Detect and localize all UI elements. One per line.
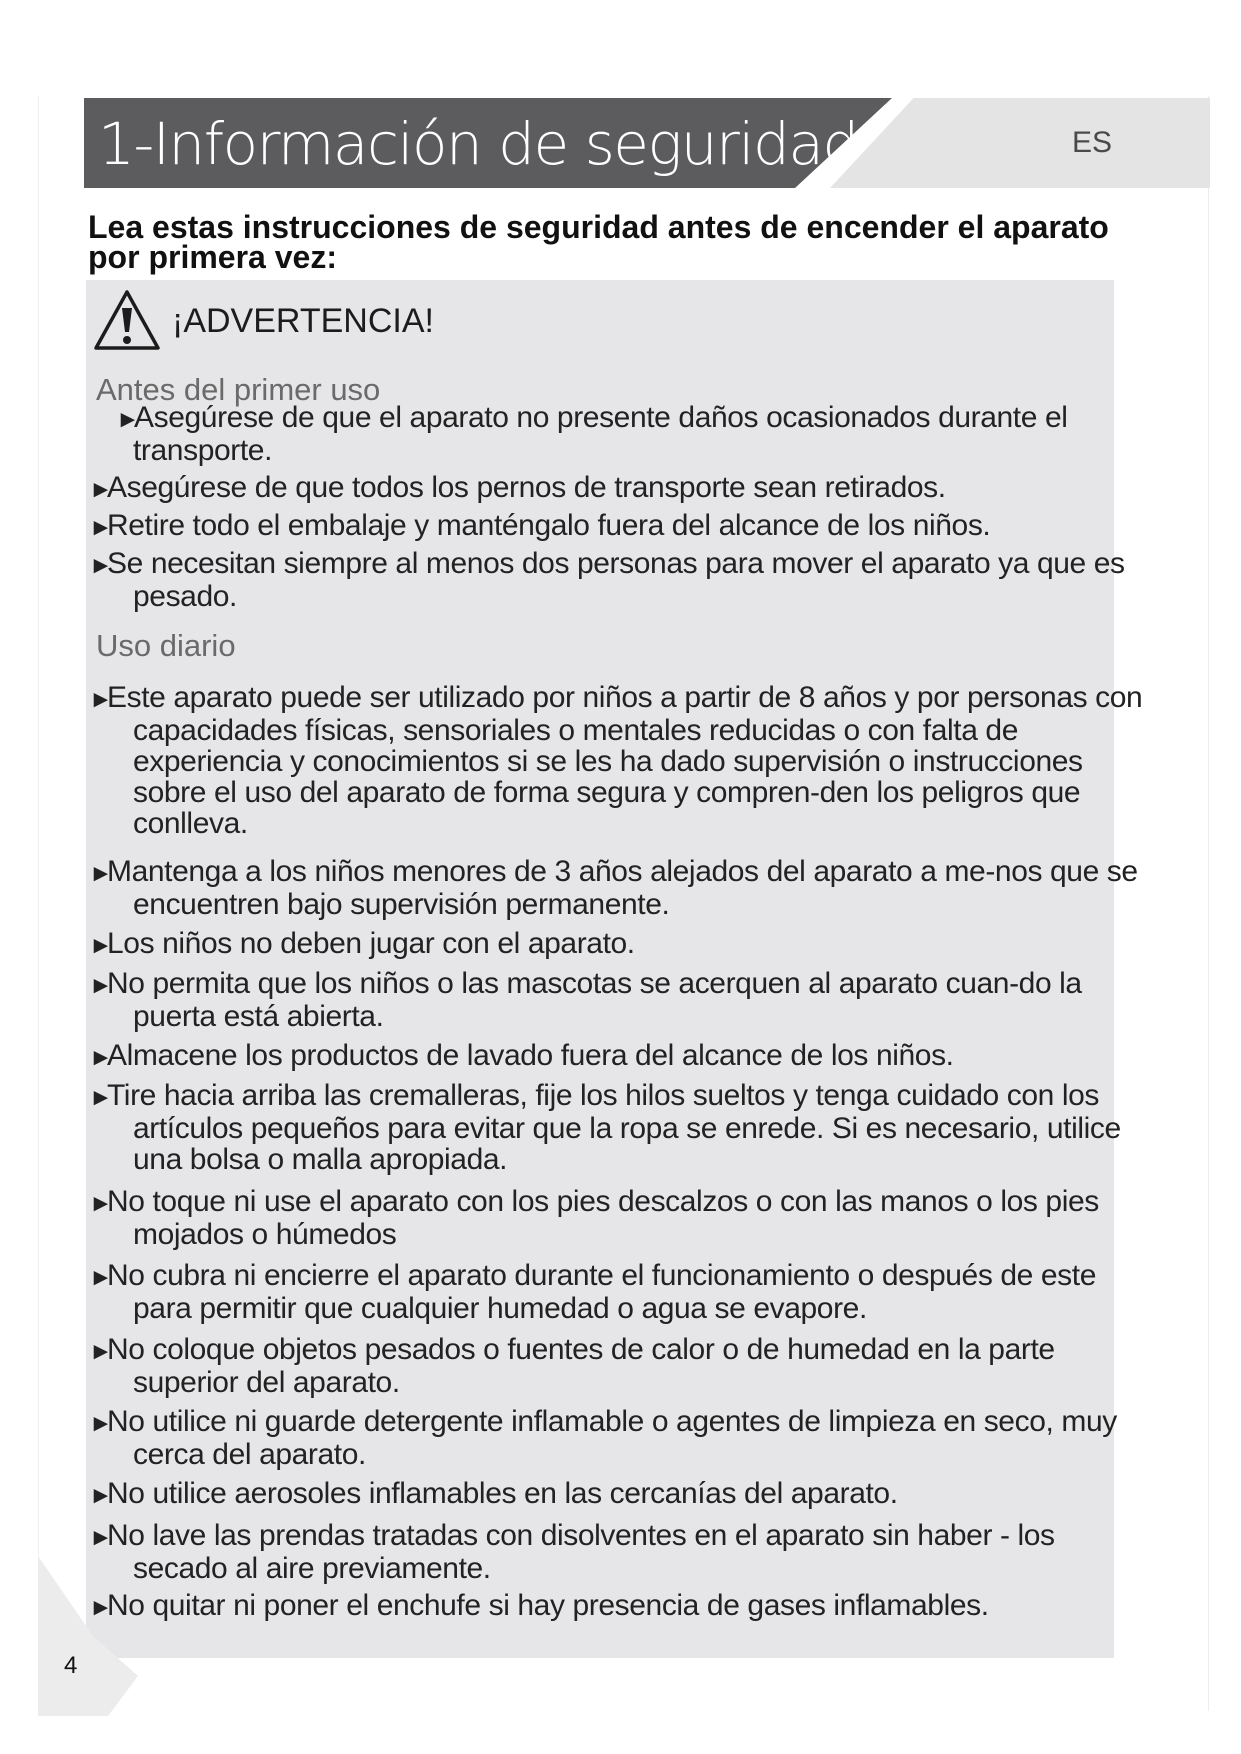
list-item: ►Asegúrese de que todos los pernos de transporte sean retirados.: [89, 471, 946, 504]
list-item: ►No lave las prendas tratadas con disolventes en el aparato sin haber - los secado al aire previamente.: [89, 1519, 1055, 1585]
list-item: ►Los niños no deben jugar con el aparato.: [89, 927, 635, 960]
list-item: ►Mantenga a los niños menores de 3 años alejados del aparato a me-nos que se encuentren bajo supervisión permanente.: [89, 855, 1138, 921]
page-frame-left: [38, 96, 39, 1711]
language-code: ES: [1072, 126, 1113, 159]
list-item: ►Asegúrese de que el aparato no presente daños ocasionados durante el transporte.: [116, 401, 1068, 467]
list-item: ►No utilice ni guarde detergente inflamable o agentes de limpieza en seco, muy cerca del aparato.: [89, 1405, 1117, 1471]
warning-triangle-icon: [92, 288, 162, 352]
list-item: ►Retire todo el embalaje y manténgalo fuera del alcance de los niños.: [89, 509, 991, 542]
list-item: ►Tire hacia arriba las cremalleras, fije los hilos sueltos y tenga cuidado con los artículos pequeños para evitar que la ropa se enrede. Si es necesario, utilice una bolsa o malla apropiada.: [89, 1079, 1121, 1176]
list-item: ►Este aparato puede ser utilizado por niños a partir de 8 años y por personas con capacidades físicas, sensoriales o mentales reducidas o con falta de experiencia y conocimientos si se les ha dado supervisión o instrucciones sobre el uso del aparato de forma segura y compren-den los peligros que conlleva.: [89, 681, 1143, 840]
warning-box: [86, 280, 1143, 1658]
language-tab-band: [830, 98, 1210, 188]
page-frame-right: [1208, 96, 1209, 1711]
list-item: ►No quitar ni poner el enchufe si hay presencia de gases inflamables.: [89, 1589, 989, 1622]
list-item: ►No toque ni use el aparato con los pies descalzos o con las manos o los pies mojados o húmedos: [89, 1185, 1099, 1251]
list-item: ►No cubra ni encierre el aparato durante el funcionamiento o después de este para permitir que cualquier humedad o agua se evapore.: [89, 1259, 1096, 1325]
list-item: ►No permita que los niños o las mascotas se acerquen al aparato cuan-do la puerta está abierta.: [89, 967, 1082, 1033]
section-heading-first-use: Antes del primer uso: [96, 372, 381, 407]
list-item: ►No utilice aerosoles inflamables en las cercanías del aparato.: [89, 1477, 898, 1510]
page-title: 1-Información de seguridad: [98, 110, 858, 178]
intro-text: Lea estas instrucciones de seguridad antes de encender el aparato por primera vez:: [88, 209, 1109, 275]
page-number: 4: [64, 1652, 78, 1679]
section-heading-daily-use: Uso diario: [96, 628, 236, 663]
list-item: ►Almacene los productos de lavado fuera del alcance de los niños.: [89, 1039, 954, 1072]
warning-title: ¡ADVERTENCIA!: [172, 302, 434, 340]
list-item: ►Se necesitan siempre al menos dos personas para mover el aparato ya que es pesado.: [89, 547, 1125, 613]
list-item: ►No coloque objetos pesados o fuentes de calor o de humedad en la parte superior del aparato.: [89, 1333, 1055, 1399]
